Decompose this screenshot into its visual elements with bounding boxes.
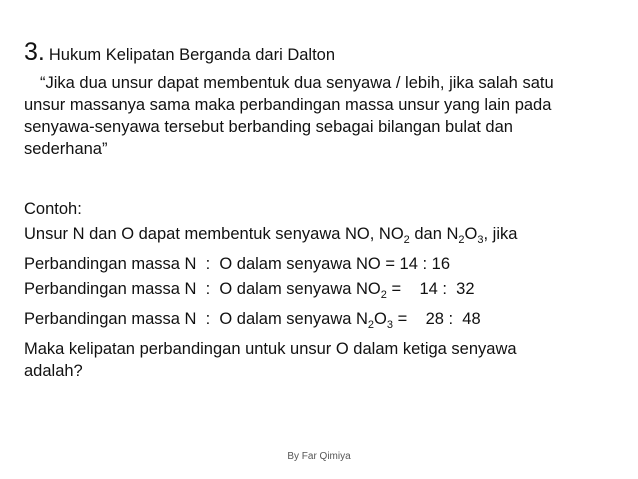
- law-line: “Jika dua unsur dapat membentuk dua senyawa / lebih, jika salah satu: [40, 74, 554, 92]
- subscript: 2: [403, 234, 410, 246]
- example-label: Contoh:: [24, 200, 82, 218]
- ratio-line-no2: [24, 280, 624, 299]
- law-line: senyawa-senyawa tersebut berbanding sebagai bilangan bulat dan: [24, 118, 513, 136]
- text-segment: O: [374, 310, 387, 328]
- example-compounds-line: [24, 225, 624, 244]
- text-segment: O: [464, 225, 478, 243]
- text-segment: dan N: [409, 225, 459, 243]
- law-line: sederhana”: [24, 140, 108, 158]
- subscript: 3: [386, 319, 394, 331]
- text-segment: Perbandingan massa N : O dalam senyawa N: [24, 310, 368, 328]
- slide-title: [24, 38, 335, 70]
- subscript: 2: [367, 319, 375, 331]
- subscript: 3: [477, 234, 484, 246]
- conclusion-line: adalah?: [24, 362, 83, 380]
- text-segment: Perbandingan massa N : O dalam senyawa NO: [24, 280, 381, 298]
- conclusion-question: [24, 338, 624, 382]
- text-segment: = 14 : 32: [386, 280, 475, 298]
- conclusion-line: Maka kelipatan perbandingan untuk unsur O dalam ketiga senyawa: [24, 340, 517, 358]
- law-line: unsur massanya sama maka perbandingan massa unsur yang lain pada: [24, 96, 552, 114]
- title-text: Hukum Kelipatan Berganda dari Dalton: [48, 46, 336, 64]
- text-segment: , jika: [483, 225, 518, 243]
- law-statement: [24, 72, 624, 160]
- text-segment: = 28 : 48: [393, 310, 481, 328]
- ratio-line-no: Perbandingan massa N : O dalam senyawa NO = 14 : 16: [24, 255, 451, 273]
- text-segment: Unsur N dan O dapat membentuk senyawa NO, NO: [24, 225, 404, 243]
- title-number: 3.: [24, 38, 45, 66]
- footer-credit: By Far Qimiya: [287, 451, 351, 462]
- subscript: 2: [458, 234, 465, 246]
- subscript: 2: [380, 289, 387, 301]
- ratio-line-n2o3: [24, 310, 624, 329]
